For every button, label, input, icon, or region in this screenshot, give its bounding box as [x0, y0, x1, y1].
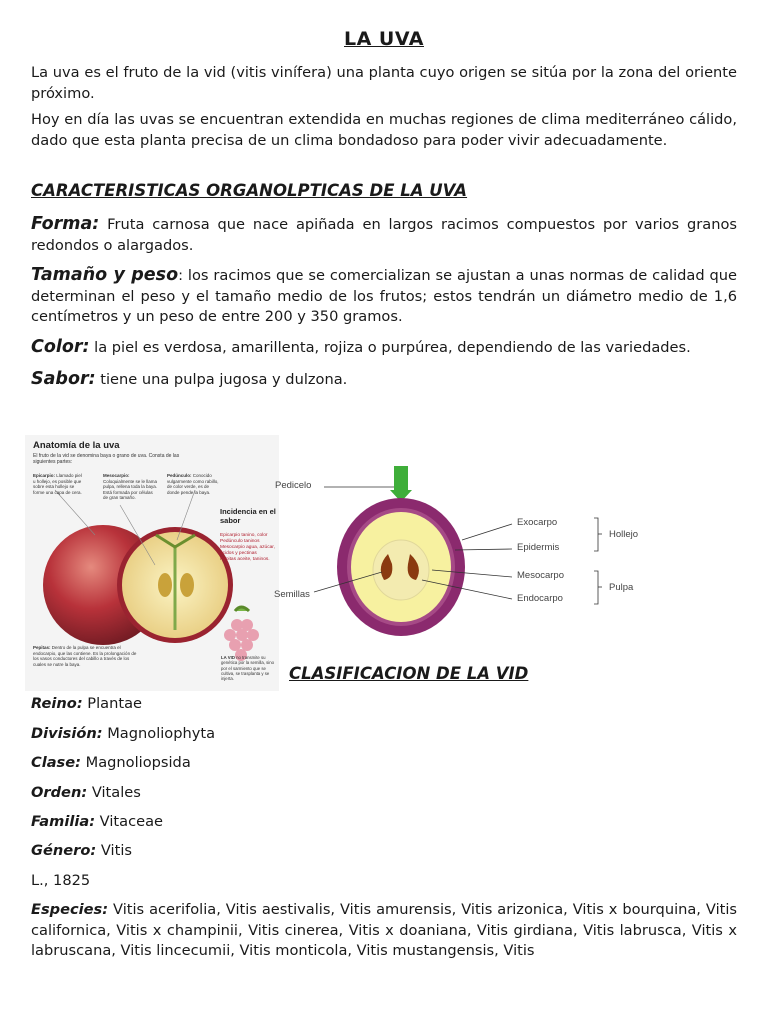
- vid-note: [221, 655, 277, 681]
- orden-label: Orden:: [31, 784, 88, 801]
- pepitas-heading: Pepitas:: [33, 645, 51, 650]
- tamano-label: Tamaño y peso: [31, 265, 179, 285]
- infographic-subtitle: El fruto de la vid se denomina baya o grano de uva. Consta de las siguientes partes:: [33, 453, 180, 465]
- infographic-title: Anatomía de la uva: [33, 440, 120, 451]
- class-row-clase: [31, 753, 191, 774]
- incidencia-pepitas: Pepitas aceite, taninos.: [220, 557, 270, 562]
- division-value: Magnoliophyta: [102, 725, 216, 742]
- incidencia-heading: Incidencia en el sabor: [220, 507, 276, 525]
- pedunculo-note: [167, 473, 219, 495]
- pedunculo-text: Conocido vulgarmente como rabillo, de color verde, es de donde pende la baya.: [167, 473, 219, 495]
- mesocarpio-note: [103, 473, 158, 501]
- species-paragraph: [31, 900, 737, 962]
- class-row-reino: [31, 694, 142, 715]
- orden-value: Vitales: [87, 784, 141, 801]
- forma-label: Forma:: [31, 214, 100, 234]
- classification-heading: CLASIFICACION DE LA VID: [289, 664, 529, 683]
- grape-cross-section-diagram: [272, 462, 652, 642]
- label-endocarpo: Endocarpo: [517, 593, 563, 604]
- color-paragraph: [31, 337, 737, 359]
- grape-anatomy-infographic: [25, 435, 279, 691]
- class-row-division: [31, 724, 215, 745]
- pedicel-shape: [394, 466, 408, 494]
- epicarpio-note: [33, 473, 85, 495]
- incidencia-mesocarpio: Mesocarpio agua, azúcar, ácidos y pectinas: [220, 545, 275, 556]
- species-label: Especies:: [31, 901, 109, 918]
- pedunculo-heading: Pedúnculo:: [167, 473, 192, 478]
- familia-value: Vitaceae: [95, 813, 163, 830]
- reino-label: Reino:: [31, 695, 83, 712]
- sabor-label: Sabor:: [31, 369, 96, 389]
- document-title: LA UVA: [344, 28, 424, 50]
- label-mesocarpo: Mesocarpo: [517, 570, 564, 581]
- vid-text: no transmite su genética por la semilla, sino por el sarmiento que se cultiva, se trasplanta y se injerta.: [221, 655, 275, 682]
- forma-text: Fruta carnosa que nace apiñada en largos racimos compuestos por varios granos redondos o alargados.: [31, 216, 737, 254]
- label-pedicelo: Pedicelo: [275, 480, 312, 491]
- epicarpio-text: Llamado piel u hollejo, es posible que sobre esta hollejo se forme una capa de cera.: [33, 473, 82, 495]
- incidencia-pedunculo: Pedúnculo taninos: [220, 539, 260, 544]
- class-row-genero: [31, 841, 132, 862]
- color-text: la piel es verdosa, amarillenta, rojiza o purpúrea, dependiendo de las variedades.: [89, 339, 691, 356]
- vid-heading: LA VID: [221, 655, 235, 660]
- class-row-orden: [31, 783, 141, 804]
- intro-paragraph-2: Hoy en día las uvas se encuentran extendida en muchas regiones de clima mediterráneo cálido, dado que esta planta precisa de un clima bondadoso para poder vivir adecuadamente.: [31, 111, 737, 149]
- intro-paragraph-1: La uva es el fruto de la vid (vitis vinífera) una planta cuyo origen se sitúa por la zona del oriente próximo.: [31, 64, 737, 102]
- genero-label: Género:: [31, 842, 97, 859]
- reino-value: Plantae: [82, 695, 143, 712]
- sabor-paragraph: [31, 369, 737, 391]
- genero-value: Vitis: [96, 842, 132, 859]
- clase-label: Clase:: [31, 754, 81, 771]
- pepitas-note: [33, 645, 143, 667]
- tamano-paragraph: [31, 265, 737, 328]
- grape-section-image: [272, 462, 652, 642]
- class-row-familia: [31, 812, 163, 833]
- species-text: Vitis acerifolia, Vitis aestivalis, Vitis amurensis, Vitis arizonica, Vitis x bourquina, Vitis californica, Vitis x champinii, Vitis cinerea, Vitis x doaniana, Vitis girdiana, Vitis labrusca, Vitis x labruscana, Vitis lincecumii, Vitis monticola, Vitis mustangensis, Vitis: [31, 901, 737, 959]
- seed-shape: [158, 573, 172, 597]
- epicarpio-heading: Epicarpio:: [33, 473, 56, 478]
- forma-paragraph: [31, 214, 737, 256]
- incidencia-list: [220, 533, 278, 563]
- sabor-text: tiene una pulpa jugosa y dulzona.: [95, 371, 348, 388]
- mesocarpio-text: Coloquialmente se le llama pulpa, rellena toda la baya. Está formada por células de gran tamaño.: [103, 478, 158, 500]
- class-author: L., 1825: [31, 872, 91, 889]
- tamano-text: : los racimos que se comercializan se ajustan a unas normas de calidad que determinan el peso y el tamaño medio de los frutos; estos tendrán un diámetro medio de 1,6 centímetros y un peso de entre 200 y 350 gramos.: [31, 267, 737, 325]
- pepitas-text: Dentro de la pulpa se encuentra el endocarpio, que las contiene. Es la prolongación de los vasos conductores del cabillo a través de los cuales se nutre la baya.: [33, 645, 137, 667]
- label-epidermis: Epidermis: [517, 542, 560, 553]
- label-exocarpo: Exocarpo: [517, 517, 558, 528]
- characteristics-heading: CARACTERISTICAS ORGANOLPTICAS DE LA UVA: [31, 181, 468, 200]
- label-semillas: Semillas: [274, 589, 310, 600]
- familia-label: Familia:: [31, 813, 96, 830]
- clase-value: Magnoliopsida: [80, 754, 191, 771]
- label-pulpa: Pulpa: [609, 582, 634, 593]
- color-label: Color:: [31, 337, 90, 357]
- incidencia-epicarpio: Epicarpio tanino, color: [220, 533, 268, 538]
- mesocarpio-heading: Mesocarpio:: [103, 473, 130, 478]
- label-hollejo: Hollejo: [609, 529, 639, 540]
- division-label: División:: [31, 725, 103, 742]
